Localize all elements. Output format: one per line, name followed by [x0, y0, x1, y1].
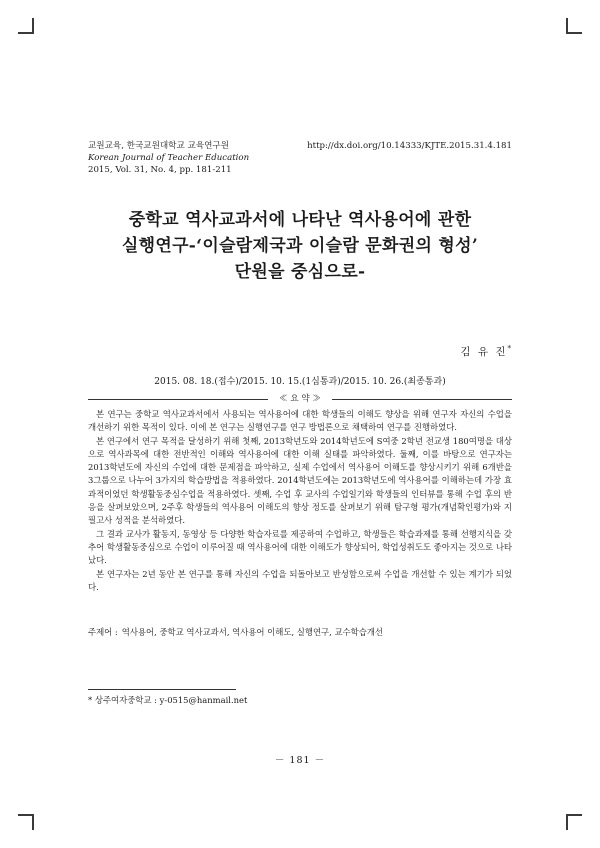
abstract-heading-label: ≪ 요 약 ≫: [279, 394, 321, 404]
author-affiliation-footnote: * 상주여자중학교 : y-0515@hanmail.net: [88, 695, 248, 705]
author-name: 김 유 진: [460, 346, 508, 358]
abstract-body: [88, 408, 512, 594]
title-line-3: 단원을 중심으로-: [234, 262, 366, 282]
title-line-2: 실행연구-‘이슬람제국과 이슬람 문화권의 형성’: [121, 236, 479, 256]
title-line-1: 중학교 역사교과서에 나타난 역사용어에 관한: [128, 210, 472, 230]
abstract-paragraph-2: 본 연구에서 연구 목적을 달성하기 위해 첫째, 2013학년도와 2014학년도에 S여중 2학년 전교생 180여명을 대상으로 역사과목에 대한 전반적인 이해와 역사용어에 대한 이해 실태를 파악하였다. 둘째, 이를 바탕으로 연구자는 2013학년도에 자신의 수업에 대한 문제점을 파악하고, 실제 수업에서 역사용어 이해도를 향상시키기 위해 6개반을 3그룹으로 나누어 3가지의 학습방법을 적용하였다. 2014학년도에는 2013학년도에 역사용어를 이해하는데 가장 효과적이었던 학생활동중심수업을 적용하였다. 셋째, 수업 후 교사의 수업일기와 학생들의 인터뷰를 통해 수업 후의 반응을 살펴보았으며, 2주후 학생들의 역사용어 이해도의 향상 정도를 살펴보기 위해 탐구형 평가(개념확인평가)와 지필고사 성적을 분석하였다.: [88, 435, 512, 526]
doi-link[interactable]: http://dx.doi.org/10.14333/KJTE.2015.31.4.181: [307, 141, 512, 151]
review-dates: 2015. 08. 18.(접수)/2015. 10. 15.(1심통과)/2015. 10. 26.(최종통과): [154, 377, 446, 387]
crop-mark-top-left: [18, 18, 34, 34]
publisher: 교원교육, 한국교원대학교 교육연구원: [88, 141, 230, 151]
paper-title: [70, 207, 530, 285]
divider-right: [332, 399, 512, 400]
crop-mark-top-right: [566, 18, 582, 34]
keywords: [88, 626, 512, 638]
abstract-heading: [88, 393, 512, 405]
abstract-paragraph-3: 그 결과 교사가 활동지, 동영상 등 다양한 학습자료를 제공하여 수업하고, 학생들은 학습과제를 통해 선행지식을 갖추어 학생활동중심으로 수업이 이루어질 때 역사용어에 대한 이해도가 향상되어, 학업성취도도 좋아지는 것으로 나타났다.: [88, 528, 512, 566]
keywords-label: 주제어 :: [88, 627, 118, 637]
journal-title-en: Korean Journal of Teacher Education: [88, 153, 250, 163]
abstract-paragraph-1: 본 연구는 중학교 역사교과서에서 사용되는 역사용어에 대한 학생들의 이해도 향상을 위해 연구자 자신의 수업을 개선하기 위한 목적이 있다. 이에 본 연구는 실행연구를 연구 방법론으로 채택하여 연구를 진행하였다.: [88, 409, 512, 433]
journal-header: [88, 140, 249, 176]
volume-info: 2015, Vol. 31, No. 4, pp. 181-211: [88, 165, 232, 175]
page-number: － 181 －: [274, 755, 326, 766]
abstract-paragraph-4: 본 연구자는 2년 동안 본 연구를 통해 자신의 수업을 되돌아보고 반성함으로써 수업을 개선할 수 있는 계기가 되었다.: [88, 568, 512, 592]
author-footnote-mark: *: [507, 344, 511, 353]
keywords-text: 역사용어, 중학교 역사교과서, 역사용어 이해도, 실행연구, 교수학습개선: [121, 627, 384, 637]
crop-mark-bottom-right: [566, 814, 582, 830]
author: [460, 344, 511, 359]
crop-mark-bottom-left: [18, 814, 34, 830]
footnote-rule: [88, 689, 236, 690]
